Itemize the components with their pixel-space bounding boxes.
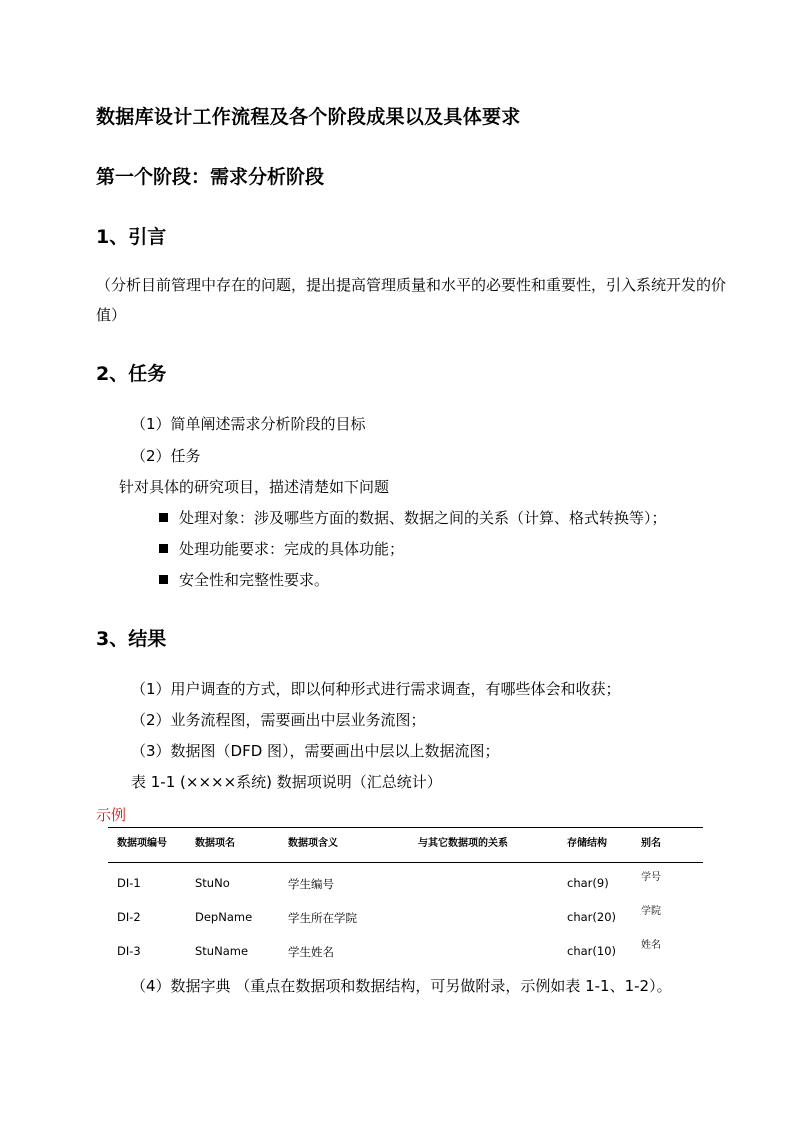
table-cell-name: DepName: [195, 910, 253, 924]
bullet-list-item: [159, 538, 404, 559]
table-header-cell: 数据项名: [195, 838, 235, 849]
bullet-text: 处理对象：涉及哪些方面的数据、数据之间的关系（计算、格式转换等）；: [179, 509, 667, 527]
table-cell-storage: char(20): [567, 910, 616, 924]
square-bullet-icon: [159, 513, 168, 522]
table-cell-storage: char(9): [567, 876, 609, 890]
result-item: （3）数据图（DFD 图），需要画出中层以上数据流图；: [131, 742, 500, 760]
square-bullet-icon: [159, 575, 168, 584]
document-title: 数据库设计工作流程及各个阶段成果以及具体要求: [96, 106, 521, 128]
intro-paragraph: （分析目前管理中存在的问题，提出提高管理质量和水平的必要性和重要性，引入系统开发的价值）: [96, 276, 727, 324]
result-item-data-dictionary: （4）数据字典 （重点在数据项和数据结构，可另做附录，示例如表 1-1、1-2）。: [131, 977, 672, 995]
table-header-cell: 别名: [641, 838, 661, 849]
table-cell-id: DI-2: [117, 910, 141, 924]
bullet-list-item: [159, 507, 667, 528]
table-top-rule: [108, 827, 703, 828]
table-cell-meaning: 学生编号: [288, 877, 334, 891]
bullet-list-item: [159, 569, 329, 590]
stage-heading: 第一个阶段：需求分析阶段: [96, 166, 325, 188]
task-lead-text: 针对具体的研究项目，描述清楚如下问题: [119, 478, 390, 496]
table-cell-id: DI-3: [117, 944, 141, 958]
bullet-text: 安全性和完整性要求。: [179, 571, 330, 589]
table-header-rule: [108, 862, 703, 863]
task-item-task: （2）任务: [131, 447, 201, 465]
table-cell-alias: 学号: [641, 872, 661, 883]
result-item: （2）业务流程图，需要画出中层业务流图；: [131, 711, 426, 729]
table-cell-alias: 姓名: [641, 940, 661, 951]
square-bullet-icon: [159, 544, 168, 553]
table-cell-id: DI-1: [117, 876, 141, 890]
table-caption: 表 1-1 (××××系统) 数据项说明（汇总统计）: [131, 773, 442, 791]
bullet-text: 处理功能要求：完成的具体功能；: [179, 540, 405, 558]
table-cell-name: StuName: [195, 944, 249, 958]
table-header-cell: 数据项含义: [288, 838, 338, 849]
section-heading-task: 2、任务: [96, 363, 167, 385]
table-cell-alias: 学院: [641, 906, 661, 917]
task-item-goal: （1）简单阐述需求分析阶段的目标: [131, 415, 366, 433]
example-label: 示例: [96, 806, 127, 824]
table-header-cell: 与其它数据项的关系: [418, 838, 508, 849]
section-heading-result: 3、结果: [96, 628, 167, 650]
table-header-cell: 存储结构: [567, 838, 607, 849]
table-header-cell: 数据项编号: [117, 838, 167, 849]
table-cell-meaning: 学生姓名: [288, 945, 334, 959]
table-cell-meaning: 学生所在学院: [288, 911, 357, 925]
section-heading-intro: 1、引言: [96, 226, 167, 248]
table-cell-name: StuNo: [195, 876, 230, 890]
result-item: （1）用户调查的方式，即以何种形式进行需求调查，有哪些体会和收获；: [131, 680, 621, 698]
table-cell-storage: char(10): [567, 944, 616, 958]
